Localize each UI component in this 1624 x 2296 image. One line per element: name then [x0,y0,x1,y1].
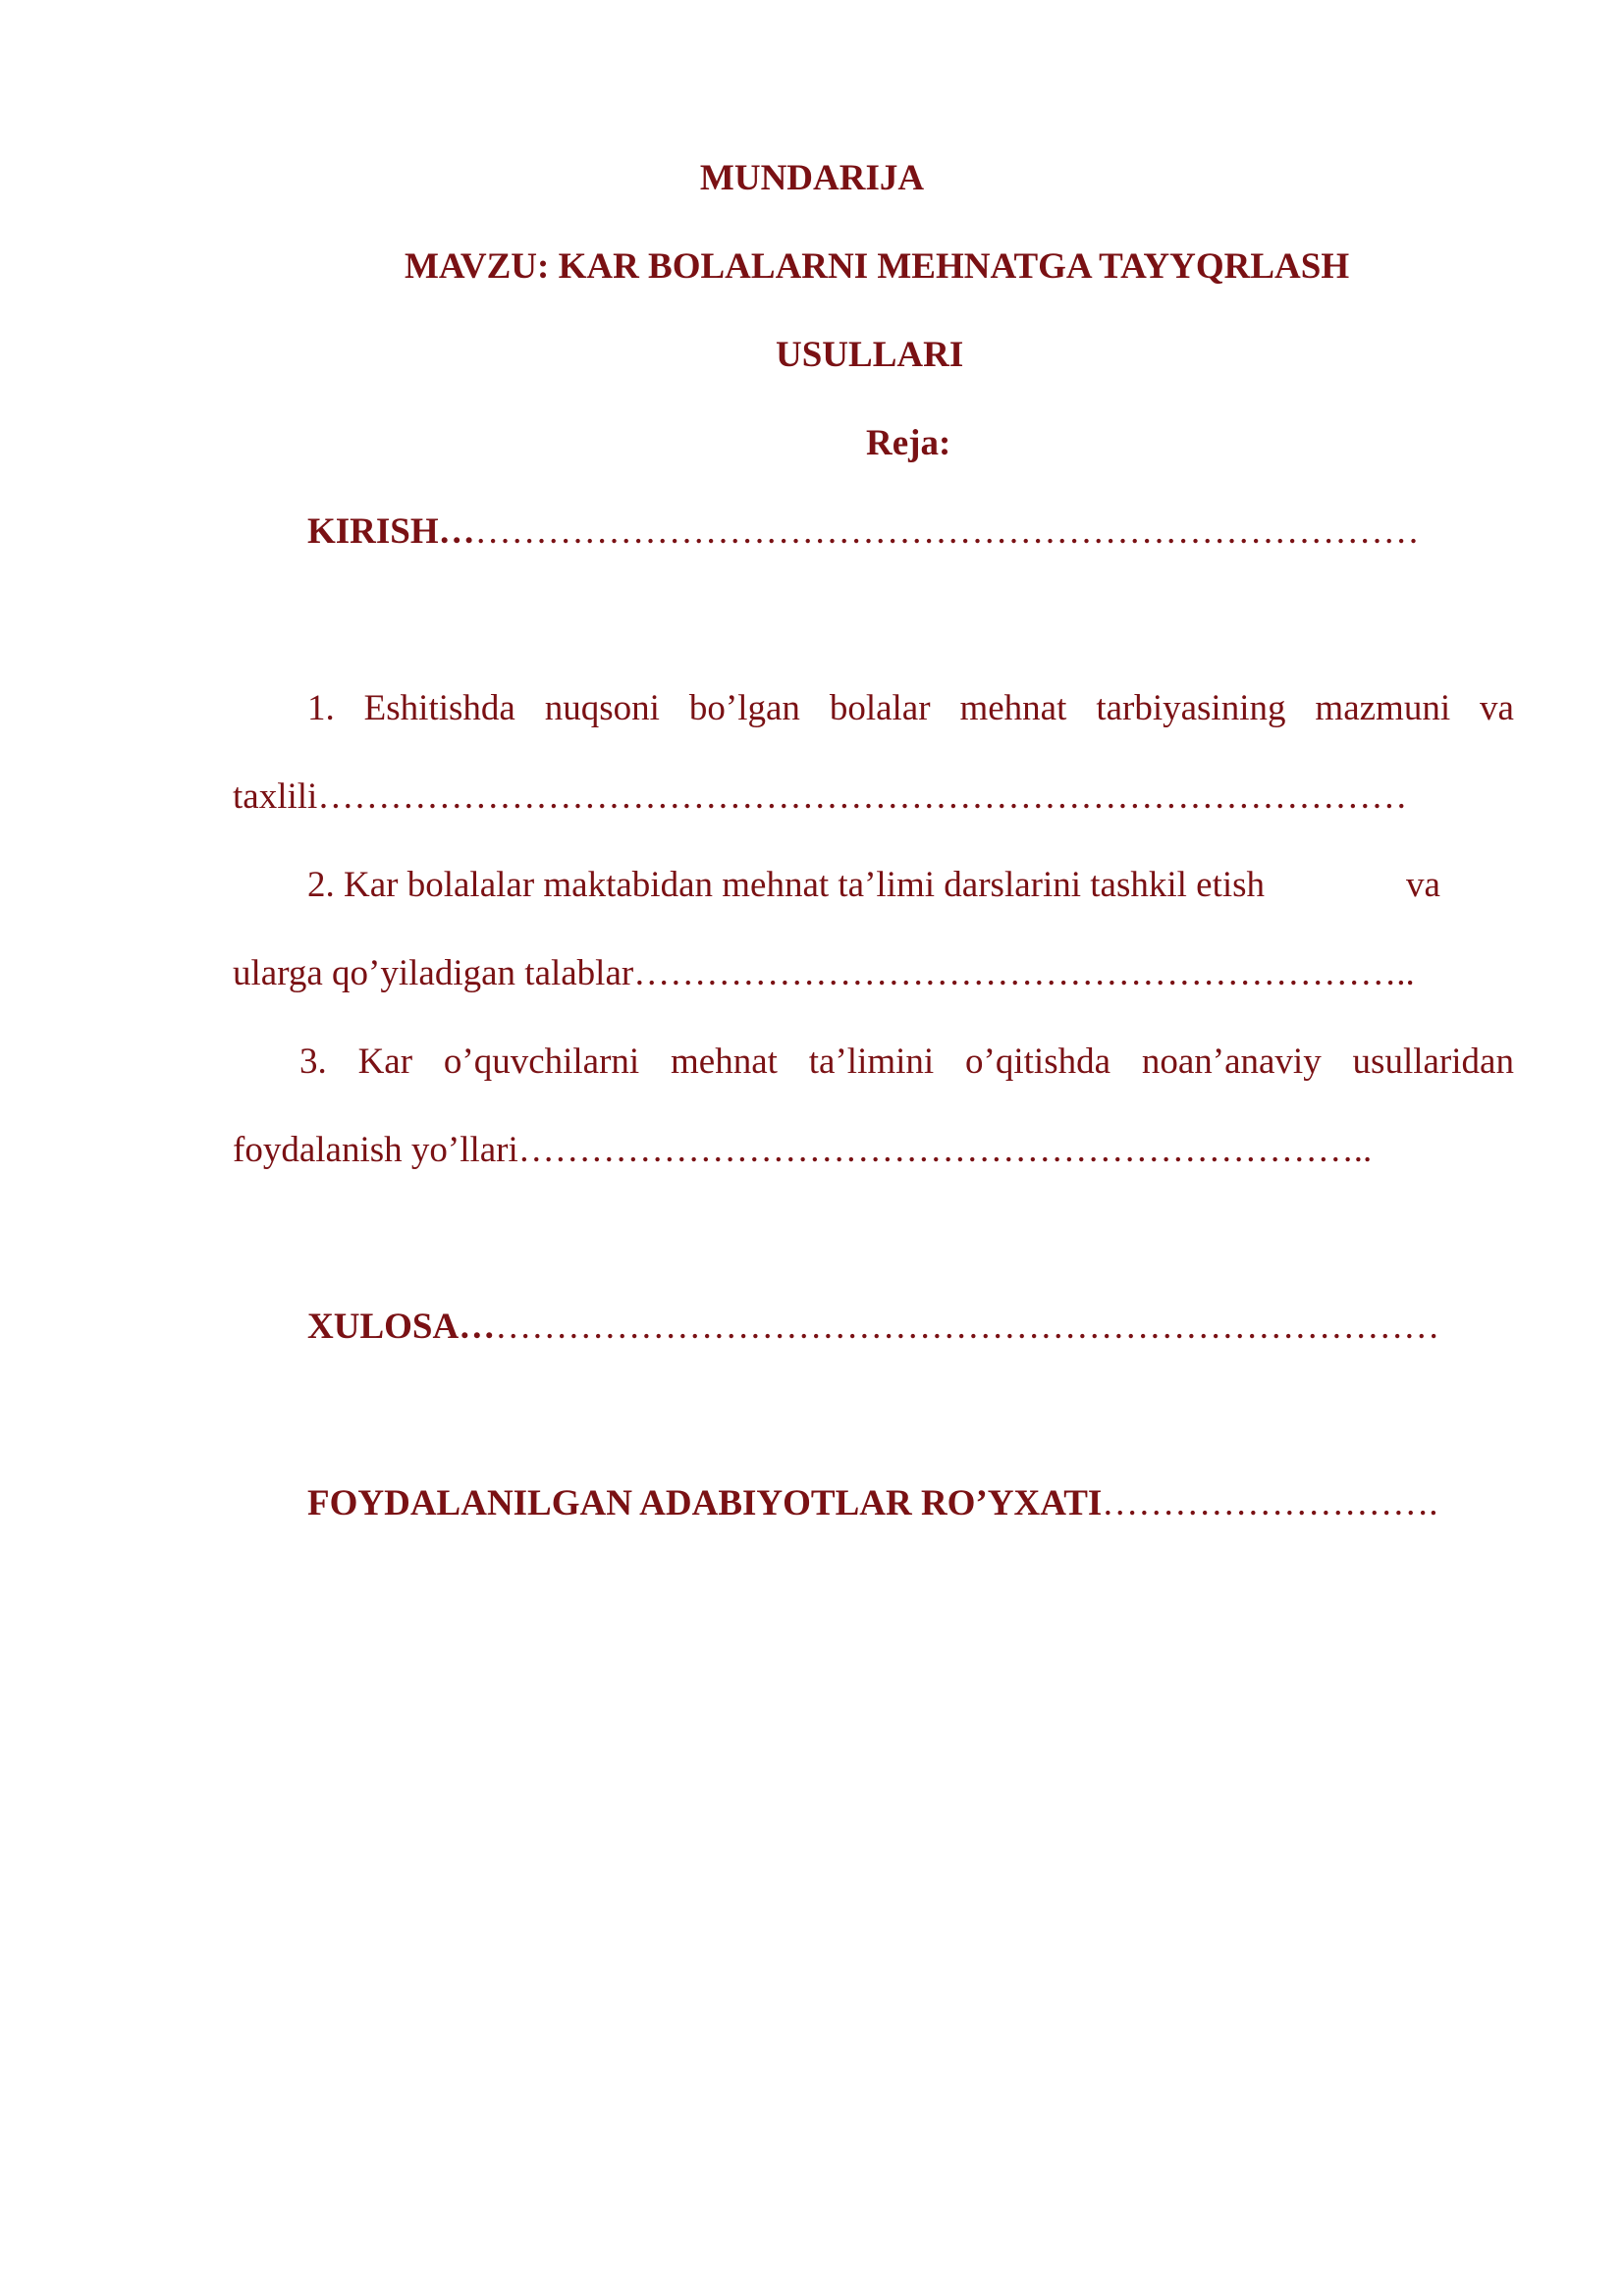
toc-references-label: FOYDALANILGAN ADABIYOTLAR RO’YXATI [307,1483,1103,1523]
toc-3-word: usullaridan [1352,1041,1514,1082]
toc-entry-1-line2: taxlili……………………………………………………………………………… [233,776,1408,817]
toc-3-word: mehnat [671,1041,778,1082]
toc-1-word: 1. [307,688,335,728]
contents-title: MUNDARIJA [699,158,925,198]
toc-3-word: ta’limini [808,1041,935,1082]
toc-entry-2-line1-end: va [1406,865,1440,905]
toc-3-word: Kar [357,1041,413,1082]
toc-conclusion-label: XULOSA… [307,1307,496,1347]
toc-1-word: mehnat [959,688,1067,728]
toc-references-leader: ………………………. [1102,1483,1438,1523]
toc-intro-leader: …………………………………………………………………… [474,511,1420,552]
toc-1-word: bo’lgan [688,688,800,728]
toc-3-word: o’qitishda [965,1041,1111,1082]
toc-1-word: bolalar [829,688,931,728]
plan-heading: Reja: [866,423,951,463]
toc-intro-label: KIRISH… [307,511,475,552]
toc-entry-3-line2: foydalanish yo’llari…………………………………………………………….. [233,1130,1373,1170]
toc-1-word: va [1480,688,1514,728]
toc-entry-1-line1 [307,687,1514,730]
toc-3-word: noan’anaviy [1141,1041,1322,1082]
toc-3-word: o’quvchilarni [443,1041,640,1082]
toc-1-word: Eshitishda [363,688,515,728]
toc-conclusion-leader: …………………………………………………………………… [495,1307,1440,1347]
toc-entry-2-line1: 2. Kar bolalalar maktabidan mehnat ta’limi darslarini tashkil etish [307,865,1266,905]
toc-entry-3-line1 [299,1041,1514,1084]
topic-title-line1: MAVZU: KAR BOLALARNI MEHNATGA TAYYQRLASH [405,246,1350,287]
toc-entry-references [307,1482,1438,1525]
toc-1-word: mazmuni [1315,688,1451,728]
toc-entry-intro [307,510,1420,554]
toc-1-word: nuqsoni [544,688,660,728]
toc-3-word: 3. [299,1041,327,1082]
topic-title-line2: USULLARI [776,335,964,375]
toc-1-word: tarbiyasining [1096,688,1286,728]
toc-entry-2-line2: ularga qo’yiladigan talablar……………………………………………………….. [233,953,1415,993]
toc-entry-conclusion [307,1306,1439,1349]
